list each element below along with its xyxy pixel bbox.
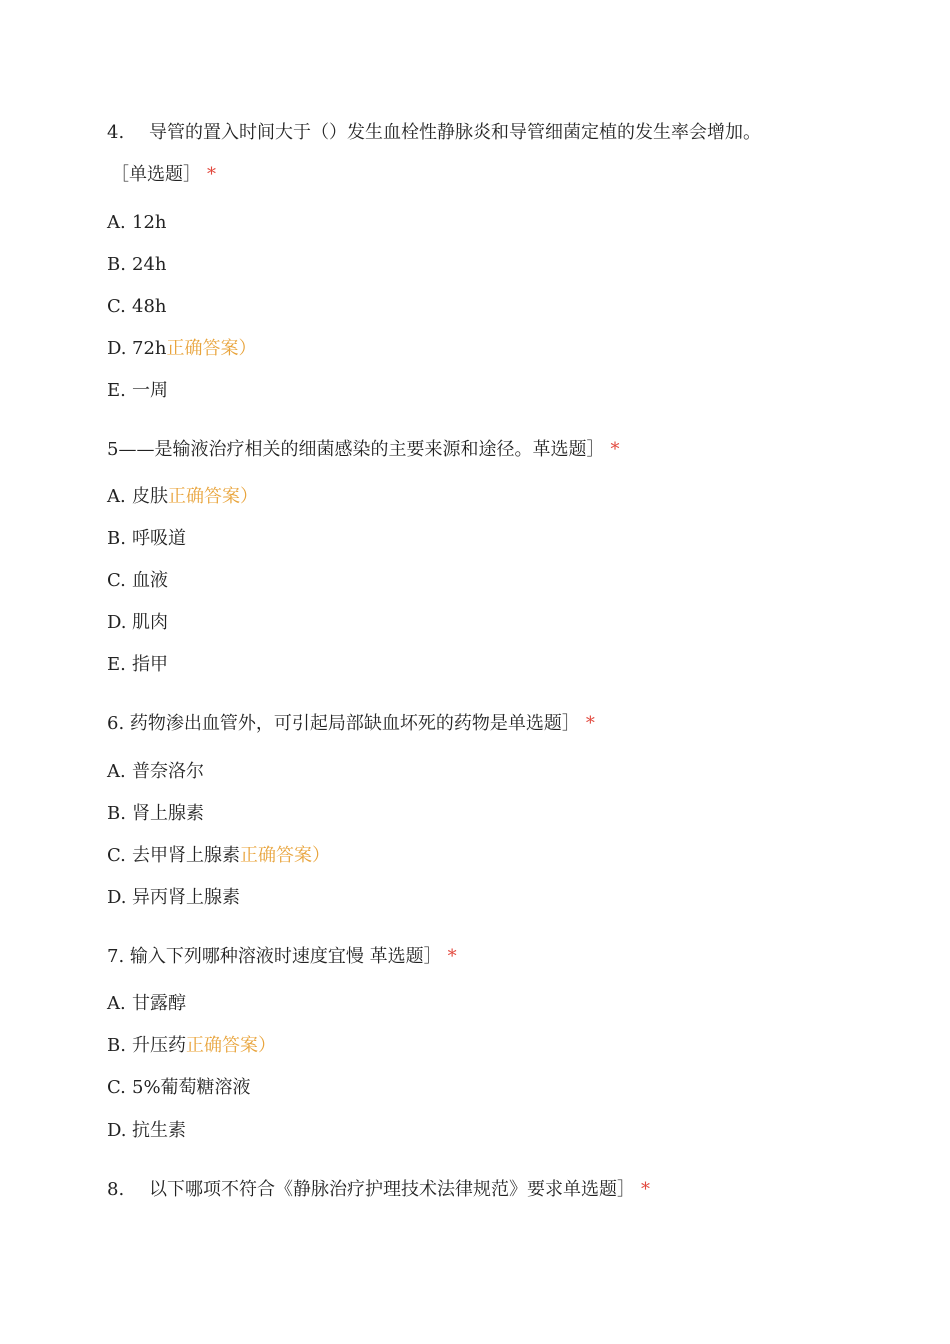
option-key: C. [107, 296, 126, 317]
option-item[interactable] [107, 886, 240, 910]
option-key: B. [107, 254, 126, 275]
question-text: 导管的置入时间大于（）发生血栓性静脉炎和导管细菌定植的发生率会增加。 [149, 122, 761, 143]
option-text: 24h [132, 254, 167, 275]
option-item[interactable] [107, 844, 330, 868]
option-text: 抗生素 [132, 1120, 186, 1141]
option-text: 皮肤 [132, 486, 168, 507]
option-key: B. [107, 1035, 126, 1056]
option-key: B. [107, 803, 126, 824]
option-key: C. [107, 1077, 126, 1098]
question-type-label: ［单选题］ [111, 164, 201, 185]
option-key: C. [107, 570, 126, 591]
option-item[interactable] [107, 760, 204, 784]
option-item[interactable] [107, 337, 257, 361]
option-key: A. [107, 993, 126, 1014]
option-item[interactable] [107, 295, 167, 319]
option-text: 普奈洛尔 [132, 761, 204, 782]
question-4-type [111, 163, 216, 187]
question-6-title [107, 712, 595, 736]
question-5-title [107, 438, 619, 462]
option-key: D. [107, 338, 127, 359]
option-item[interactable] [107, 253, 167, 277]
question-text: 6. 药物渗出血管外，可引起局部缺血坏死的药物是单选题］ [107, 713, 580, 734]
question-7-title [107, 945, 457, 969]
question-number: 4. [107, 122, 125, 143]
option-item[interactable] [107, 485, 258, 509]
option-key: D. [107, 887, 127, 908]
option-item[interactable] [107, 992, 186, 1016]
option-key: C. [107, 845, 126, 866]
option-text: 去甲肾上腺素 [132, 845, 240, 866]
option-text: 指甲 [132, 654, 168, 675]
option-item[interactable] [107, 653, 168, 677]
required-mark: * [447, 946, 457, 967]
option-item[interactable] [107, 569, 168, 593]
option-item[interactable] [107, 527, 186, 551]
option-text: 5%葡萄糖溶液 [132, 1077, 251, 1098]
option-text: 异丙肾上腺素 [132, 887, 240, 908]
option-item[interactable] [107, 211, 167, 235]
question-8-title [107, 1178, 650, 1202]
option-text: 12h [132, 212, 167, 233]
question-text: 7. 输入下列哪种溶液时速度宜慢 革选题］ [107, 946, 442, 967]
option-text: 72h [132, 338, 167, 359]
option-item[interactable] [107, 1034, 276, 1058]
option-key: B. [107, 528, 126, 549]
correct-answer-label: 正确答案） [240, 845, 330, 866]
option-text: 呼吸道 [132, 528, 186, 549]
required-mark: * [207, 164, 216, 185]
option-key: D. [107, 612, 127, 633]
option-text: 一周 [132, 380, 168, 401]
question-4-title [107, 121, 761, 145]
option-item[interactable] [107, 802, 204, 826]
correct-answer-label: 正确答案） [186, 1035, 276, 1056]
question-text: 以下哪项不符合《静脉治疗护理技术法律规范》要求单选题］ [149, 1179, 635, 1200]
option-text: 肾上腺素 [132, 803, 204, 824]
option-item[interactable] [107, 611, 168, 635]
option-text: 升压药 [132, 1035, 186, 1056]
correct-answer-label: 正确答案） [166, 338, 257, 359]
option-item[interactable] [107, 379, 168, 403]
correct-answer-label: 正确答案） [168, 486, 258, 507]
option-item[interactable] [107, 1119, 186, 1143]
option-text: 肌肉 [132, 612, 168, 633]
option-key: A. [107, 212, 126, 233]
option-key: A. [107, 486, 126, 507]
required-mark: * [641, 1179, 650, 1200]
option-key: E. [107, 380, 126, 401]
option-key: A. [107, 761, 126, 782]
option-text: 甘露醇 [132, 993, 186, 1014]
question-number: 8. [107, 1179, 125, 1200]
required-mark: * [585, 713, 595, 734]
option-text: 48h [132, 296, 167, 317]
option-key: D. [107, 1120, 127, 1141]
option-text: 血液 [132, 570, 168, 591]
required-mark: * [610, 439, 620, 460]
option-item[interactable] [107, 1076, 251, 1100]
question-text: 5——是输液治疗相关的细菌感染的主要来源和途径。革选题］ [107, 439, 605, 460]
option-key: E. [107, 654, 126, 675]
